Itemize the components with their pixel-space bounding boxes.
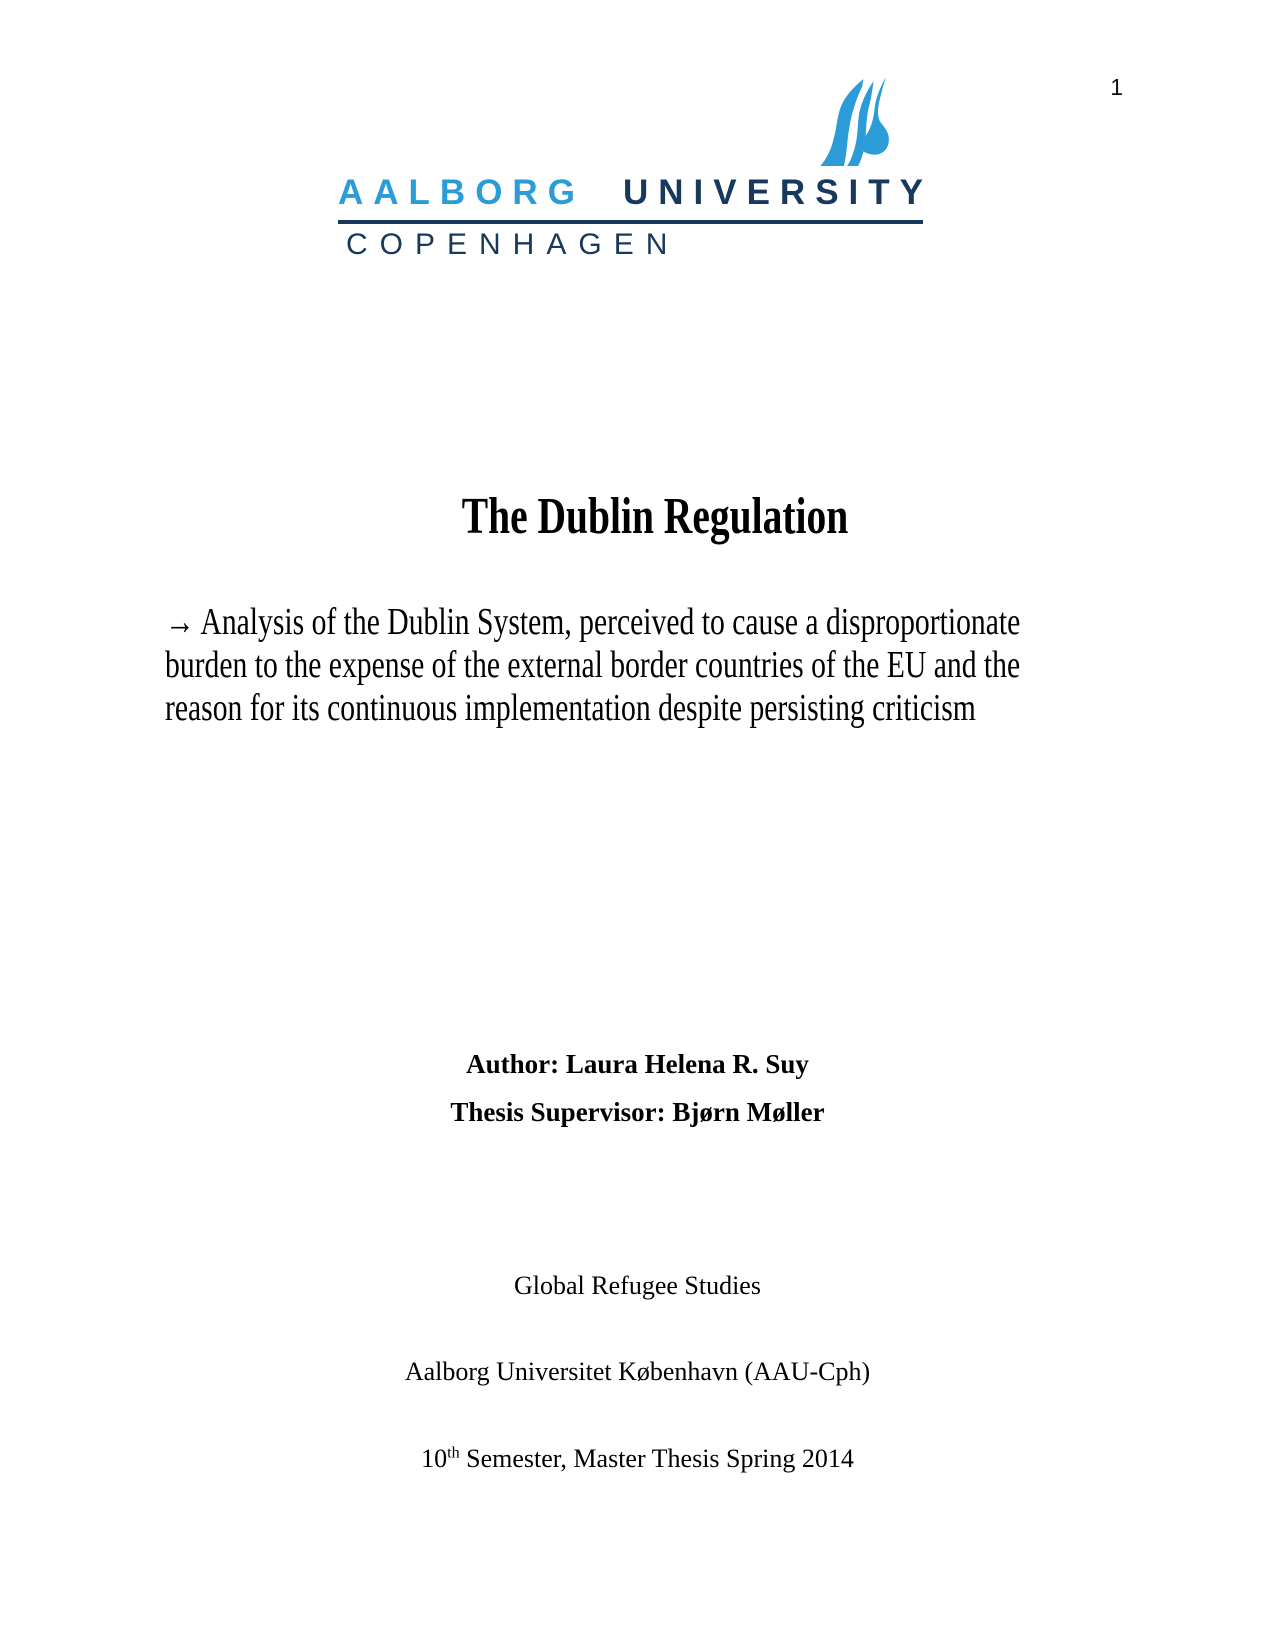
logo-text-university: UNIVERSITY [622, 173, 933, 212]
logo-text-aalborg: AALBORG [338, 173, 585, 212]
document-subtitle [165, 601, 1020, 730]
logo-text-copenhagen: COPENHAGEN [346, 228, 680, 261]
page-number: 1 [1110, 74, 1123, 100]
author-line: Author: Laura Helena R. Suy [466, 1049, 809, 1079]
program-line: Global Refugee Studies [514, 1271, 761, 1300]
supervisor-line: Thesis Supervisor: Bjørn Møller [450, 1097, 825, 1127]
subtitle-line-1: → Analysis of the Dublin System, perceived to cause a disproportionate [165, 601, 1021, 643]
semester-text: Semester, Master Thesis Spring 2014 [459, 1444, 854, 1473]
subtitle-line-2: burden to the expense of the external border countries of the EU and the [165, 644, 1021, 686]
document-title: The Dublin Regulation [461, 488, 849, 545]
subtitle-line-3: reason for its continuous implementation despite persisting criticism [165, 687, 976, 729]
semester-line [0, 1444, 1275, 1474]
aalborg-university-logo [338, 70, 933, 261]
institution-line: Aalborg Universitet København (AAU-Cph) [404, 1357, 871, 1386]
logo-wordmark [338, 173, 933, 213]
waterfall-swoosh-icon [805, 76, 889, 168]
logo-divider-rule [338, 220, 923, 224]
semester-ordinal-suffix: th [447, 1444, 460, 1462]
semester-number: 10 [421, 1444, 448, 1473]
